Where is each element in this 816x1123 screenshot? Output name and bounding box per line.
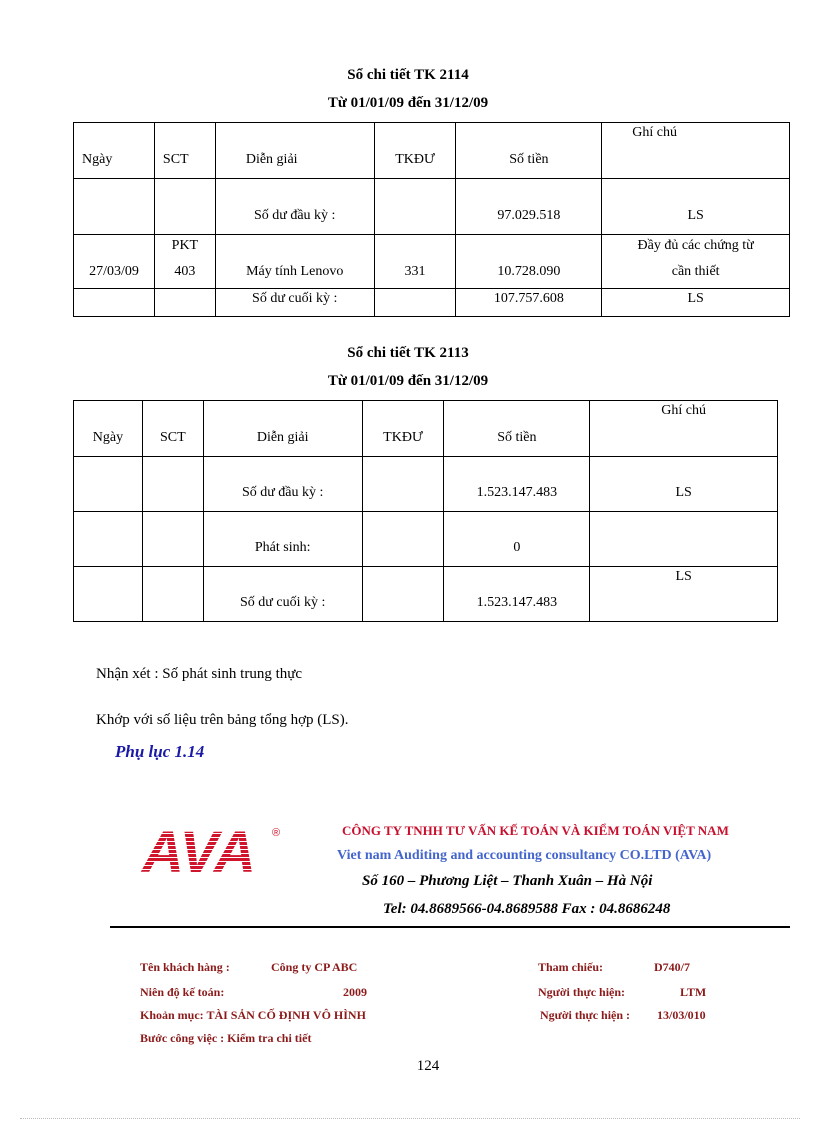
row-dien-giai: Số dư cuối kỳ :: [203, 567, 362, 622]
table2-title: Sổ chi tiết TK 2113: [347, 345, 469, 361]
row-ghi-chu: LS: [602, 179, 790, 235]
ava-logo: [140, 822, 285, 878]
row-ngay: 27/03/09: [74, 235, 155, 289]
svg-text:AVA: AVA: [142, 822, 256, 878]
row-dien-giai: Phát sinh:: [203, 512, 362, 567]
header-ghi-chu: Ghí chú: [590, 401, 778, 457]
row-dien-giai: Số dư đầu kỳ :: [215, 179, 374, 235]
header-ghi-chu: Ghí chú: [602, 123, 790, 179]
table-row: [74, 512, 778, 567]
header-so-tien: Số tiền: [456, 123, 602, 179]
table-row: [74, 235, 790, 289]
company-name-en: Viet nam Auditing and accounting consultancy CO.LTD (AVA): [337, 848, 712, 863]
row-so-tien: 10.728.090: [456, 235, 602, 289]
year-value: 2009: [343, 985, 367, 999]
table-row: [74, 289, 790, 317]
performer-label: Người thực hiện:: [538, 985, 626, 999]
table-header-row: [74, 401, 778, 457]
header-dien-giai: Diễn giải: [203, 401, 362, 457]
year-label: Niên độ kế toán:: [140, 985, 225, 999]
table-row: [74, 179, 790, 235]
ledger-table-2113: [73, 400, 778, 622]
note-match: Khớp với số liệu trên bảng tổng hợp (LS).: [96, 712, 349, 728]
ledger-table-2114: [73, 122, 790, 317]
header-sct: SCT: [142, 401, 203, 457]
row-ghi-chu: LS: [590, 457, 778, 512]
client-label: Tên khách hàng :: [140, 960, 230, 974]
row-dien-giai: Máy tính Lenovo: [215, 235, 374, 289]
item-label: Khoản mục: TÀI SẢN CỐ ĐỊNH VÔ HÌNH: [140, 1008, 366, 1022]
step-label: Bước công việc : Kiểm tra chi tiết: [140, 1031, 312, 1045]
row-dien-giai: Số dư đầu kỳ :: [203, 457, 362, 512]
company-name-vn: CÔNG TY TNHH TƯ VẤN KẾ TOÁN VÀ KIỂM TOÁN VIỆT NAM: [342, 823, 729, 838]
table1-period: Từ 01/01/09 đến 31/12/09: [327, 95, 489, 111]
header-ngay: Ngày: [74, 401, 143, 457]
row-so-tien: 1.523.147.483: [444, 567, 590, 622]
row-so-tien: 107.757.608: [456, 289, 602, 317]
header-so-tien: Số tiền: [444, 401, 590, 457]
note-remark: Nhận xét : Số phát sinh trung thực: [96, 666, 303, 682]
performer-value: LTM: [680, 985, 707, 999]
row-so-tien: 1.523.147.483: [444, 457, 590, 512]
table-row: [74, 457, 778, 512]
row-so-tien: 0: [444, 512, 590, 567]
table1-title: Sổ chi tiết TK 2114: [347, 67, 469, 83]
row-ghi-chu: [590, 512, 778, 567]
table2-period: Từ 01/01/09 đến 31/12/09: [327, 373, 489, 389]
header-tkdu: TKĐƯ: [362, 401, 444, 457]
date-label: Người thực hiện :: [540, 1008, 631, 1022]
row-ghi-chu: Đầy đủ các chứng từ cần thiết: [602, 235, 790, 289]
date-value: 13/03/010: [657, 1008, 706, 1022]
company-phone: Tel: 04.8689566-04.8689588 Fax : 04.8686248: [383, 901, 671, 917]
table-header-row: [74, 123, 790, 179]
ava-logo-icon: [140, 822, 285, 878]
row-ghi-chu: LS: [590, 567, 778, 622]
ref-label: Tham chiếu:: [538, 960, 604, 974]
row-so-tien: 97.029.518: [456, 179, 602, 235]
header-sct: SCT: [154, 123, 215, 179]
ref-value: D740/7: [654, 960, 690, 974]
row-dien-giai: Số dư cuối kỳ :: [215, 289, 374, 317]
header-tkdu: TKĐƯ: [374, 123, 456, 179]
row-sct: PKT 403: [154, 235, 215, 289]
footer-dotted-line: [20, 1118, 800, 1119]
table-row: [74, 567, 778, 622]
row-ghi-chu: LS: [602, 289, 790, 317]
header-dien-giai: Diễn giải: [215, 123, 374, 179]
company-address: Số 160 – Phương Liệt – Thanh Xuân – Hà Nội: [362, 873, 653, 889]
appendix-label: Phụ lục 1.14: [115, 742, 205, 761]
page-number: 124: [416, 1058, 440, 1074]
header-ngay: Ngày: [74, 123, 155, 179]
client-value: Công ty CP ABC: [271, 960, 358, 974]
header-divider: [110, 926, 790, 928]
svg-text:®: ®: [272, 827, 281, 839]
row-tkdu: 331: [374, 235, 456, 289]
